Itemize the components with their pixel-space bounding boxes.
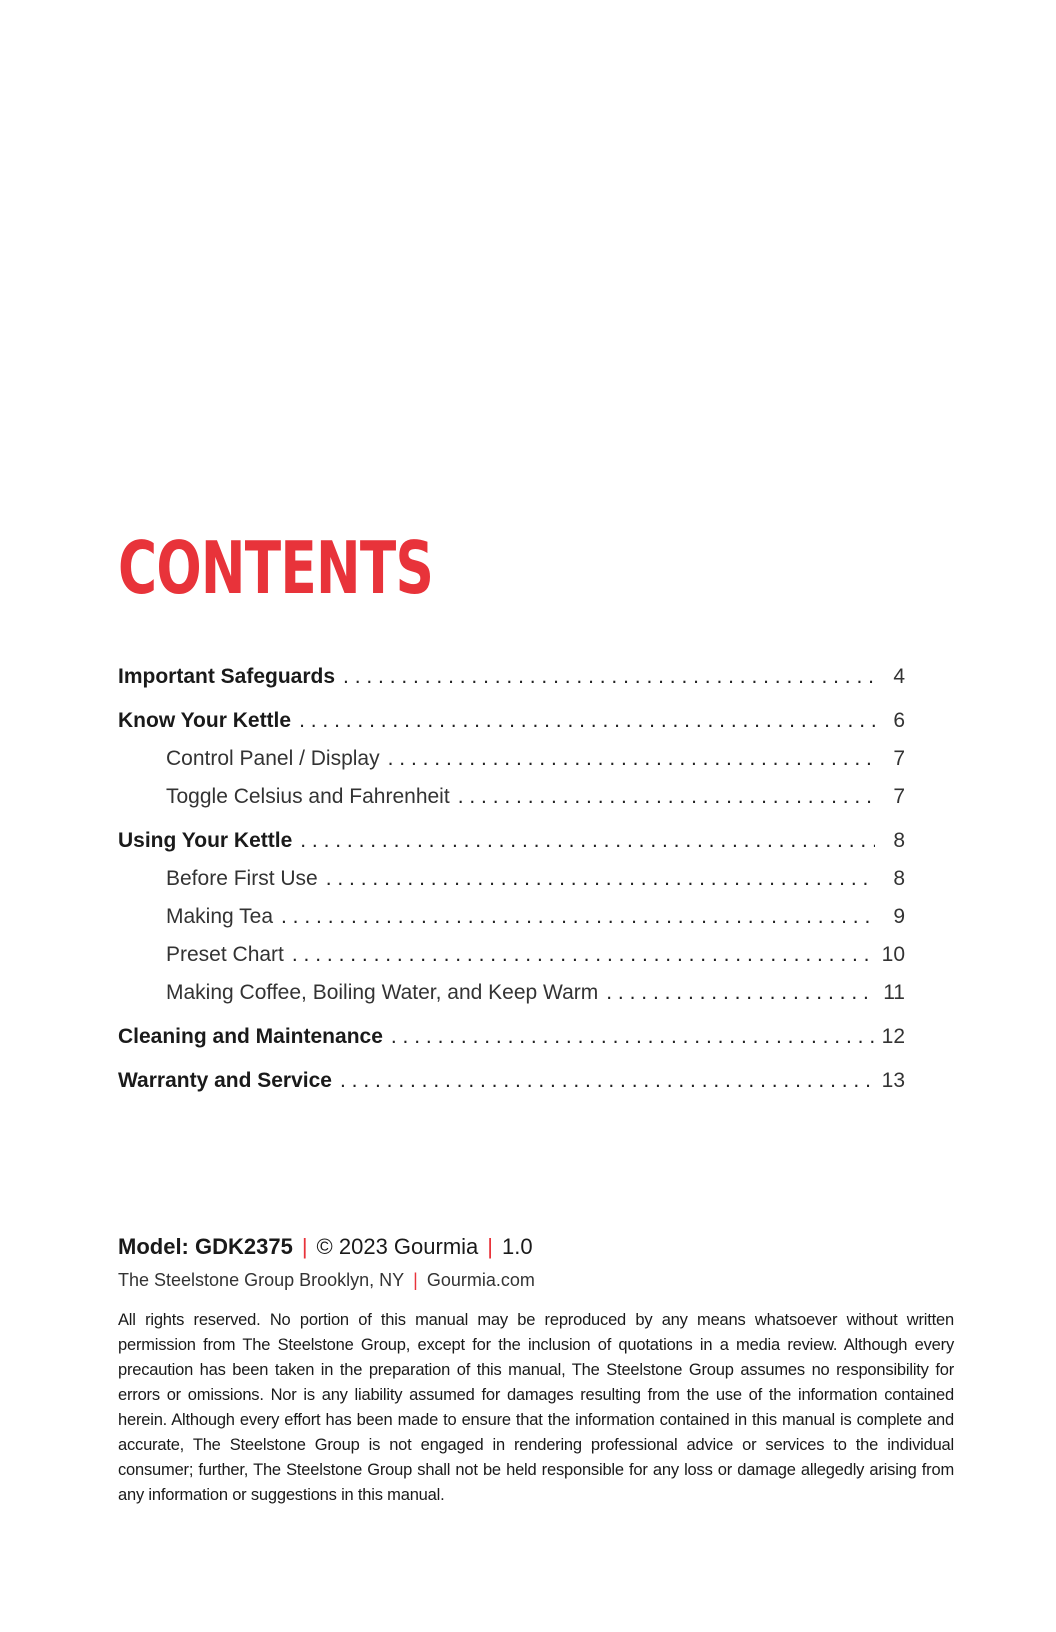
toc-entry-label: Preset Chart [166, 943, 284, 966]
address-line [118, 1266, 954, 1294]
toc-dot-leader [458, 782, 875, 812]
toc-entry-label: Know Your Kettle [118, 709, 292, 732]
toc-entry-label: Making Coffee, Boiling Water, and Keep Warm [166, 981, 599, 1004]
toc-entry-making-coffee[interactable] [118, 978, 905, 1008]
toc-dot-leader [340, 1066, 874, 1096]
model-number: Model: GDK2375 [118, 1234, 293, 1259]
model-line [118, 1232, 954, 1262]
footer [118, 1232, 954, 1525]
legal-notice: All rights reserved. No portion of this manual may be reproduced by any means whatsoever without written permission from The Steelstone Group, except for the inclusion of quotations in a media review. Although every precaution has been taken in the preparation of this manual, The Steelstone Group assumes no responsibility for errors or omissions. Nor is any liability assumed for damages resulting from the use of the information contained herein. Although every effort has been made to ensure that the information contained in this manual is complete and accurate, The Steelstone Group is not engaged in rendering professional advice or services to the individual consumer; further, The Steelstone Group shall not be held responsible for any loss or damage allegedly arising from any information or suggestions in this manual. [118, 1311, 954, 1504]
table-of-contents [118, 662, 905, 1096]
toc-dot-leader [300, 826, 875, 856]
toc-page-number: 8 [893, 829, 905, 852]
toc-page-number: 7 [893, 747, 905, 770]
toc-entry-label: Control Panel / Display [166, 747, 380, 770]
toc-entry-label: Cleaning and Maintenance [118, 1025, 383, 1048]
toc-page-number: 4 [893, 665, 905, 688]
toc-entry-label: Making Tea [166, 905, 274, 928]
toc-page-number: 10 [881, 943, 905, 966]
toc-page-number: 7 [893, 785, 905, 808]
toc-page-number: 8 [893, 867, 905, 890]
toc-dot-leader [299, 706, 875, 736]
toc-page-number: 13 [881, 1069, 905, 1092]
toc-entry-label: Warranty and Service [118, 1069, 332, 1092]
page-title: CONTENTS [118, 526, 434, 610]
toc-page-number: 11 [883, 981, 905, 1004]
toc-entry-control-panel-display[interactable] [118, 744, 905, 774]
toc-page-number: 6 [893, 709, 905, 732]
company-address: The Steelstone Group Brooklyn, NY [118, 1270, 405, 1290]
separator: | [487, 1234, 493, 1259]
website-link[interactable]: Gourmia.com [426, 1270, 535, 1290]
toc-dot-leader [391, 1022, 874, 1052]
toc-page-number: 12 [881, 1025, 905, 1048]
toc-entry-label: Using Your Kettle [118, 829, 293, 852]
toc-dot-leader [281, 902, 875, 932]
copyright: © 2023 Gourmia [316, 1234, 479, 1259]
toc-entry-toggle-celsius-fahrenheit[interactable] [118, 782, 905, 812]
toc-dot-leader [343, 662, 875, 692]
toc-entry-know-your-kettle[interactable] [118, 706, 905, 736]
toc-dot-leader [326, 864, 875, 894]
toc-entry-label: Important Safeguards [118, 665, 336, 688]
toc-entry-cleaning-maintenance[interactable] [118, 1022, 905, 1052]
toc-entry-label: Before First Use [166, 867, 318, 890]
toc-entry-making-tea[interactable] [118, 902, 905, 932]
toc-dot-leader [292, 940, 874, 970]
toc-entry-warranty-service[interactable] [118, 1066, 905, 1096]
separator: | [413, 1270, 418, 1290]
toc-dot-leader [388, 744, 875, 774]
toc-entry-preset-chart[interactable] [118, 940, 905, 970]
toc-page-number: 9 [893, 905, 905, 928]
toc-entry-using-your-kettle[interactable] [118, 826, 905, 856]
toc-entry-important-safeguards[interactable] [118, 662, 905, 692]
version: 1.0 [502, 1234, 533, 1259]
toc-entry-label: Toggle Celsius and Fahrenheit [166, 785, 450, 808]
toc-dot-leader [606, 978, 875, 1008]
separator: | [301, 1234, 308, 1259]
toc-entry-before-first-use[interactable] [118, 864, 905, 894]
